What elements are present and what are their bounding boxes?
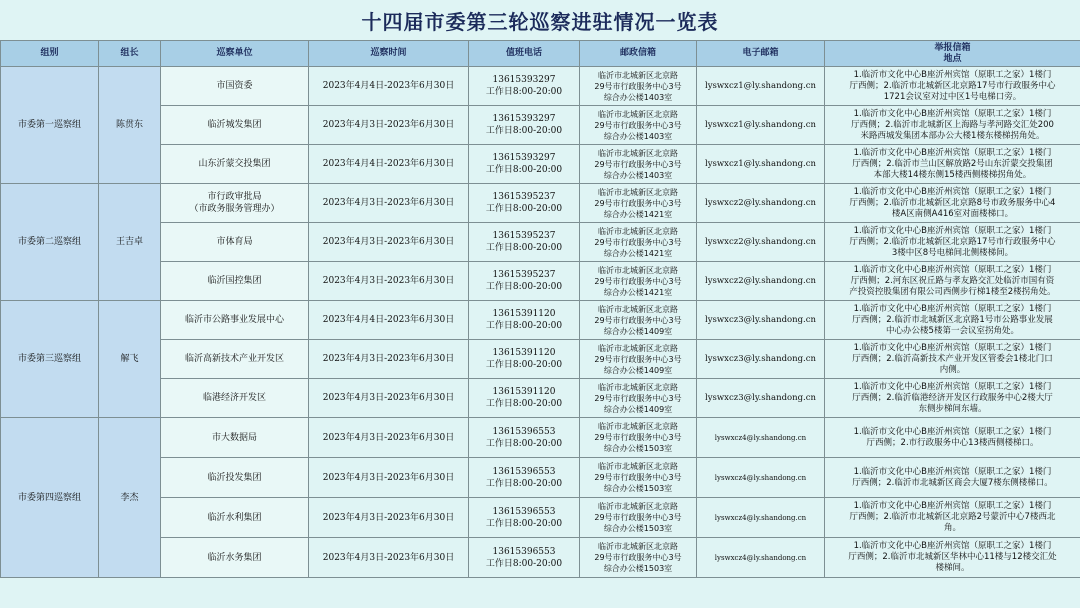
report-box-location-cell [825,223,1080,262]
time-cell: 2023年4月3日-2023年6月30日 [309,379,469,418]
duty-hours: 工作日8:00-20:00 [485,87,563,97]
leader-name-cell: 李杰 [99,418,161,578]
org-cell: 临港经济开发区 [161,379,309,418]
address-line: 综合办公楼1409室 [603,326,673,336]
location-line: 1.临沂市文化中心B座沂州宾馆（原职工之家）1楼门 [853,381,1052,392]
address-line: 临沂市北城新区北京路 [598,265,678,275]
phone-number: 13615395237 [492,192,556,202]
header-email: 电子邮箱 [697,41,825,67]
table-row [1,458,1080,498]
location-line: 3楼中区8号电梯间北侧楼梯间。 [891,247,1014,258]
postal-address-cell [580,106,697,145]
postal-address-cell [580,184,697,223]
report-box-location-cell [825,340,1080,379]
leader-name-cell: 陈贯东 [99,67,161,184]
org-cell: 山东沂蒙交投集团 [161,145,309,184]
postal-address-cell [580,498,697,538]
address-line: 临沂市北城新区北京路 [598,304,678,314]
location-line: 厅西侧；2.临沂市兰山区解放路2号山东沂蒙交投集团 [852,158,1053,169]
table-row [1,340,1080,379]
address-line: 29号市行政服务中心3号 [594,433,682,442]
org-cell: 临沂水务集团 [161,538,309,578]
location-line: 1.临沂市文化中心B座沂州宾馆（原职工之家）1楼门 [853,342,1052,353]
table-row [1,418,1080,458]
table-row [1,106,1080,145]
location-line: 厅西侧；2.临沂市北城新区华林中心11楼与12楼交汇处 [848,552,1057,562]
header-leader: 组长 [99,41,161,67]
phone-number: 13615393297 [492,114,556,124]
location-line: 米路西城发集团本部办公大楼1楼东楼梯拐角处。 [860,130,1045,141]
table-header-row [1,41,1080,67]
report-box-location-cell [825,498,1080,538]
phone-number: 13615391120 [492,387,556,397]
address-line: 29号市行政服务中心3号 [594,81,682,91]
table-row [1,498,1080,538]
address-line: 29号市行政服务中心3号 [594,354,682,364]
time-cell: 2023年4月3日-2023年6月30日 [309,498,469,538]
location-line: 厅西侧；2.临沂市北城新区上海路与孝河路交汇处200 [851,119,1054,130]
phone-number: 13615391120 [492,309,556,319]
address-line: 临沂市北城新区北京路 [598,382,678,392]
address-line: 29号市行政服务中心3号 [594,120,682,130]
org-line: 市行政审批局 [207,192,262,202]
postal-address-cell [580,340,697,379]
duty-hours: 工作日8:00-20:00 [485,282,563,292]
report-box-location-cell [825,145,1080,184]
table-body [1,67,1080,578]
postal-address-cell [580,262,697,301]
time-cell: 2023年4月3日-2023年6月30日 [309,418,469,458]
header-addr: 邮政信箱 [580,41,697,67]
email-cell: lyswxcz1@ly.shandong.cn [697,67,825,106]
location-line: 厅西侧；2.市行政服务中心13楼西侧楼梯口。 [866,437,1039,448]
email-cell: lyswxcz3@ly.shandong.cn [697,301,825,340]
phone-cell [469,538,580,578]
address-line: 29号市行政服务中心3号 [594,553,682,562]
location-line: 东侧步梯间东墙。 [918,403,987,414]
address-line: 29号市行政服务中心3号 [594,393,682,403]
duty-hours: 工作日8:00-20:00 [485,204,563,214]
leader-name-cell: 王吉卓 [99,184,161,301]
address-line: 综合办公楼1503室 [603,524,673,533]
location-line: 楼梯间。 [935,563,970,573]
location-line: 1.临沂市文化中心B座沂州宾馆（原职工之家）1楼门 [853,264,1052,275]
header-site [825,41,1080,67]
table-row [1,223,1080,262]
address-line: 临沂市北城新区北京路 [598,226,678,236]
location-line: 厅西侧；2.临沂市北城新区商会大厦7楼东侧楼梯口。 [852,477,1053,488]
address-line: 综合办公楼1421室 [603,248,673,258]
group-name-cell: 市委第二巡察组 [1,184,99,301]
location-line: 厅西侧；2.河东区祝丘路与孝友路交汇处临沂市国有资 [850,275,1055,286]
time-cell: 2023年4月3日-2023年6月30日 [309,184,469,223]
email-cell: lyswxcz3@ly.shandong.cn [697,379,825,418]
email-cell: lyswxcz1@ly.shandong.cn [697,106,825,145]
header-group: 组别 [1,41,99,67]
postal-address-cell [580,145,697,184]
duty-hours: 工作日8:00-20:00 [485,165,563,175]
time-cell: 2023年4月3日-2023年6月30日 [309,538,469,578]
address-line: 综合办公楼1421室 [603,287,673,297]
location-line: 1.临沂市文化中心B座沂州宾馆（原职工之家）1楼门 [853,186,1052,197]
address-line: 临沂市北城新区北京路 [598,109,678,119]
phone-number: 13615391120 [492,348,556,358]
address-line: 综合办公楼1403室 [603,92,673,102]
phone-cell [469,262,580,301]
address-line: 临沂市北城新区北京路 [598,542,678,551]
page-title: 十四届市委第三轮巡察进驻情况一览表 [361,9,719,34]
location-line: 1.临沂市文化中心B座沂州宾馆（原职工之家）1楼门 [853,541,1052,551]
duty-hours: 工作日8:00-20:00 [485,126,563,136]
report-box-location-cell [825,458,1080,498]
header-time: 巡察时间 [309,41,469,67]
table-row [1,184,1080,223]
address-line: 29号市行政服务中心3号 [594,159,682,169]
location-line: 1.临沂市文化中心B座沂州宾馆（原职工之家）1楼门 [853,426,1052,437]
postal-address-cell [580,67,697,106]
location-line: 1.临沂市文化中心B座沂州宾馆（原职工之家）1楼门 [853,303,1052,314]
postal-address-cell [580,418,697,458]
time-cell: 2023年4月3日-2023年6月30日 [309,458,469,498]
group-name-cell: 市委第三巡察组 [1,301,99,418]
phone-cell [469,458,580,498]
report-box-location-cell [825,106,1080,145]
location-line: 1.临沂市文化中心B座沂州宾馆（原职工之家）1楼门 [853,225,1052,236]
phone-cell [469,418,580,458]
postal-address-cell [580,538,697,578]
location-line: 厅西侧；2.临沂临港经济开发区行政服务中心2楼大厅 [852,392,1053,403]
address-line: 临沂市北城新区北京路 [598,343,678,353]
postal-address-cell [580,301,697,340]
duty-hours: 工作日8:00-20:00 [485,558,563,569]
location-line: 厅西侧；2.临沂市北城新区北京路17号市行政服务中心 [849,236,1056,247]
address-line: 综合办公楼1503室 [603,564,673,573]
phone-cell [469,184,580,223]
address-line: 综合办公楼1503室 [603,484,673,493]
table-row [1,538,1080,578]
duty-hours: 工作日8:00-20:00 [485,360,563,370]
postal-address-cell [580,458,697,498]
duty-hours: 工作日8:00-20:00 [485,399,563,409]
org-cell: 临沂国控集团 [161,262,309,301]
email-cell: lyswxcz4@ly.shandong.cn [697,418,825,458]
address-line: 临沂市北城新区北京路 [598,187,678,197]
time-cell: 2023年4月3日-2023年6月30日 [309,340,469,379]
address-line: 综合办公楼1503室 [603,444,673,453]
phone-number: 13615395237 [492,231,556,241]
phone-cell [469,340,580,379]
group-name-cell: 市委第一巡察组 [1,67,99,184]
time-cell: 2023年4月4日-2023年6月30日 [309,67,469,106]
header-site-line1: 举报信箱 [934,42,971,53]
leader-name-cell: 解飞 [99,301,161,418]
org-cell: 市体育局 [161,223,309,262]
table-row [1,67,1080,106]
phone-cell [469,223,580,262]
org-cell: 市大数据局 [161,418,309,458]
org-cell: 临沂投发集团 [161,458,309,498]
location-line: 1.临沂市文化中心B座沂州宾馆（原职工之家）1楼门 [853,501,1052,511]
address-line: 综合办公楼1403室 [603,131,673,141]
address-line: 临沂市北城新区北京路 [598,70,678,80]
location-line: 1.临沂市文化中心B座沂州宾馆（原职工之家）1楼门 [853,108,1052,119]
location-line: 内侧。 [939,364,966,375]
report-box-location-cell [825,418,1080,458]
postal-address-cell [580,379,697,418]
table-row [1,379,1080,418]
phone-number: 13615396553 [492,506,556,517]
email-cell: lyswxcz2@ly.shandong.cn [697,223,825,262]
org-cell [161,184,309,223]
report-box-location-cell [825,184,1080,223]
address-line: 临沂市北城新区北京路 [598,422,678,431]
address-line: 综合办公楼1409室 [603,404,673,414]
report-box-location-cell [825,301,1080,340]
email-cell: lyswxcz4@ly.shandong.cn [697,538,825,578]
report-box-location-cell [825,262,1080,301]
org-cell: 临沂水利集团 [161,498,309,538]
location-line: 产投资控股集团有限公司西侧步行梯1楼至2楼拐角处。 [849,286,1056,297]
report-box-location-cell [825,379,1080,418]
email-cell: lyswxcz4@ly.shandong.cn [697,498,825,538]
location-line: 1.临沂市文化中心B座沂州宾馆（原职工之家）1楼门 [853,69,1052,80]
address-line: 29号市行政服务中心3号 [594,513,682,522]
phone-number: 13615396553 [492,426,556,437]
phone-cell [469,301,580,340]
email-cell: lyswxcz2@ly.shandong.cn [697,184,825,223]
location-line: 1.临沂市文化中心B座沂州宾馆（原职工之家）1楼门 [853,147,1052,158]
table-row [1,262,1080,301]
time-cell: 2023年4月4日-2023年6月30日 [309,301,469,340]
email-cell: lyswxcz3@ly.shandong.cn [697,340,825,379]
address-line: 29号市行政服务中心3号 [594,237,682,247]
phone-cell [469,67,580,106]
phone-number: 13615395237 [492,270,556,280]
phone-number: 13615393297 [492,153,556,163]
email-cell: lyswxcz4@ly.shandong.cn [697,458,825,498]
duty-hours: 工作日8:00-20:00 [485,243,563,253]
org-cell: 临沂城发集团 [161,106,309,145]
address-line: 29号市行政服务中心3号 [594,315,682,325]
address-line: 29号市行政服务中心3号 [594,276,682,286]
location-line: 1.临沂市文化中心B座沂州宾馆（原职工之家）1楼门 [853,466,1052,477]
email-cell: lyswxcz1@ly.shandong.cn [697,145,825,184]
postal-address-cell [580,223,697,262]
address-line: 临沂市北城新区北京路 [598,502,678,511]
phone-number: 13615393297 [492,75,556,85]
location-line: 楼A区南侧A416室对面楼梯口。 [891,208,1014,219]
phone-cell [469,379,580,418]
org-cell: 临沂市公路事业发展中心 [161,301,309,340]
duty-hours: 工作日8:00-20:00 [485,478,563,489]
header-org: 巡察单位 [161,41,309,67]
time-cell: 2023年4月3日-2023年6月30日 [309,262,469,301]
duty-hours: 工作日8:00-20:00 [485,518,563,529]
report-box-location-cell [825,538,1080,578]
time-cell: 2023年4月3日-2023年6月30日 [309,106,469,145]
email-cell: lyswxcz2@ly.shandong.cn [697,262,825,301]
location-line: 中心办公楼5楼第一会议室拐角处。 [886,325,1019,336]
header-phone: 值班电话 [469,41,580,67]
location-line: 厅西侧；2.临沂市北城新区北京路1号市公路事业发展 [852,314,1053,325]
org-line: （市政务服务管理办） [189,204,280,214]
address-line: 29号市行政服务中心3号 [594,198,682,208]
address-line: 综合办公楼1421室 [603,209,673,219]
report-box-location-cell [825,67,1080,106]
group-name-cell: 市委第四巡察组 [1,418,99,578]
phone-cell [469,106,580,145]
inspection-table [0,40,1080,578]
location-line: 1721会议室对过中区1号电梯口旁。 [883,91,1022,102]
org-cell: 市国资委 [161,67,309,106]
duty-hours: 工作日8:00-20:00 [485,321,563,331]
location-line: 厅西侧；2.临沂市北城新区北京路2号蒙沂中心7楼西北 [849,512,1056,522]
address-line: 综合办公楼1403室 [603,170,673,180]
address-line: 临沂市北城新区北京路 [598,462,678,471]
time-cell: 2023年4月3日-2023年6月30日 [309,223,469,262]
table-row [1,145,1080,184]
time-cell: 2023年4月4日-2023年6月30日 [309,145,469,184]
location-line: 厅西侧；2.临沂市北城新区北京路8号市政务服务中心4 [849,197,1056,208]
duty-hours: 工作日8:00-20:00 [485,438,563,449]
phone-number: 13615396553 [492,546,556,557]
org-cell: 临沂高新技术产业开发区 [161,340,309,379]
table-row [1,301,1080,340]
phone-cell [469,498,580,538]
header-site-line2: 地点 [943,53,962,64]
phone-cell [469,145,580,184]
address-line: 29号市行政服务中心3号 [594,473,682,482]
address-line: 综合办公楼1409室 [603,365,673,375]
location-line: 厅西侧；2.临沂高新技术产业开发区管委会1楼北门口 [852,353,1053,364]
address-line: 临沂市北城新区北京路 [598,148,678,158]
location-line: 本部大楼14楼东侧15楼西侧楼梯拐角处。 [873,169,1032,180]
location-line: 角。 [943,523,961,533]
phone-number: 13615396553 [492,466,556,477]
location-line: 厅西侧；2.临沂市北城新区北京路17号市行政服务中心 [849,80,1056,91]
